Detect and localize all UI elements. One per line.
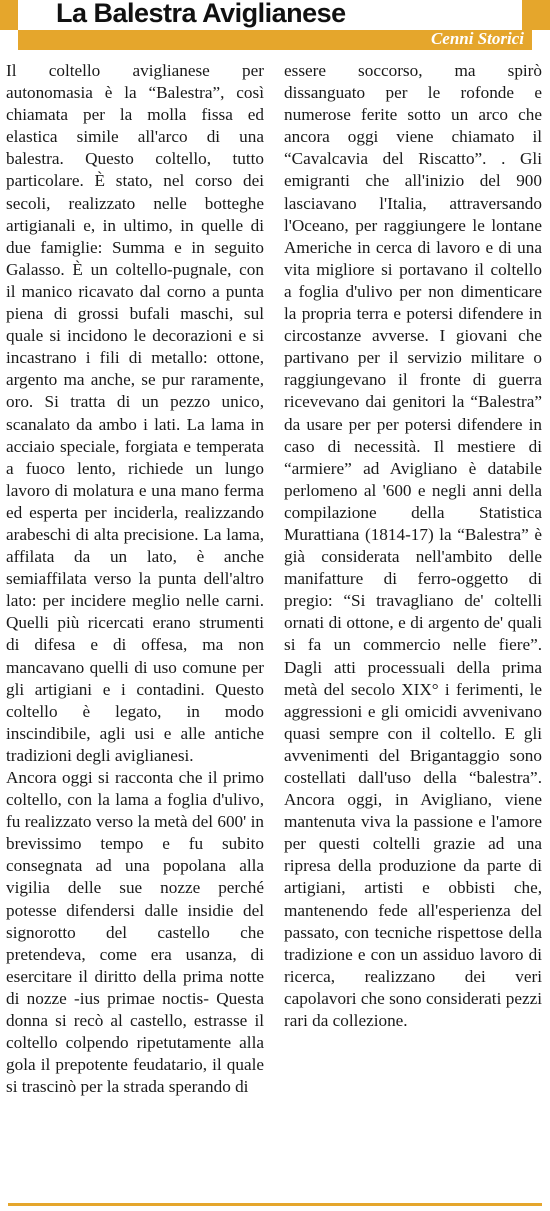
title-bar bbox=[0, 0, 550, 30]
column-left bbox=[6, 60, 264, 1098]
title-accent-right bbox=[522, 0, 550, 30]
bottom-divider bbox=[8, 1203, 542, 1206]
article-subtitle: Cenni Storici bbox=[430, 29, 524, 48]
paragraph: essere soccorso, ma spirò dissanguato per le rofonde e numerose ferite sotto un arco che ancora oggi viene chiamato il “Cavalcavia del Riscatto”. . Gli emigranti che all'inizio del 900 lasciavano l'Italia, attraversando l'Oceano, per raggiungere le lontane Americhe in cerca di lavoro e di una vita migliore si portavano il coltello a foglia d'ulivo per non dimenticare la propria terra e potersi difendere in circostanze avverse. I giovani che partivano per il servizio militare o raggiungevano il fronte di guerra ricevevano dai genitori la “Balestra” da usare per per potersi difendere in caso di necessità. Il mestiere di “armiere” ad Avigliano è databile perlomeno al '600 e negli anni della compilazione della Statistica Murattiana (1814-17) la “Balestra” è già considerata nell'ambito delle manifatture di ferro-oggetto di pregio: “Si travagliano de' coltelli ornati di ottone, e di argento de' quali si fa un commercio nelle fiere”. Dagli atti processuali della prima metà del secolo XIX° i ferimenti, le aggressioni e gli omicidi avvenivano quasi sempre con il coltello. E gli avvenimenti del Brigantaggio sono costellati dall'uso della “balestra”. Ancora oggi, in Avigliano, viene mantenuta viva la passione e l'amore per questi coltelli grazie ad una ripresa della produzione da parte di artigiani, artisti e obbisti che, mantenendo fede all'esperienza del passato, con tecniche rispettose della tradizione e con un assiduo lavoro di ricerca, realizzano dei veri capolavori che sono considerati pezzi rari da collezione. bbox=[284, 61, 542, 1031]
article-header bbox=[0, 0, 550, 48]
article-title: La Balestra Aviglianese bbox=[56, 0, 346, 28]
title-accent-left bbox=[0, 0, 18, 30]
column-right bbox=[284, 60, 542, 1032]
paragraph: Il coltello aviglianese per autonomasia è la “Balestra”, così chiamata per la molla fissa ed elastica simile all'arco di una balestra. Questo coltello, tutto particolare. È stato, nel corso dei secoli, realizzato nelle botteghe artigianali e, in ultimo, in quelle di due famiglie: Summa e in seguito Galasso. È un coltello-pugnale, con il manico ricavato dal corno a punta piena di grossi bufali maschi, sul quale si incidono le decorazioni e si incastrano i fili di metallo: ottone, argento ma anche, se pur raramente, oro. Si tratta di un pezzo unico, scanalato da ambo i lati. La lama in acciaio speciale, forgiata e temperata a fuoco lento, richiede un lungo lavoro di molatura e una mano ferma ed esperta per inciderla, realizzando arabeschi di alta precisione. La lama, affilata da un lato, è anche semiaffilata verso la punta dell'altro lato: per incidere meglio nelle carni. Quelli più ricercati erano strumenti di difesa e di offesa, ma non mancavano quelli di uso comune per gli artigiani e i contadini. Questo coltello è legato, in modo inscindibile, agli usi e alle antiche tradizioni degli aviglianesi. bbox=[6, 61, 264, 765]
article-body bbox=[6, 60, 544, 1195]
paragraph: Ancora oggi si racconta che il primo coltello, con la lama a foglia d'ulivo, fu realizzato verso la metà del 600' in brevissimo tempo e fu subito consegnata ad una popolana alla vigilia delle sue nozze perché potesse difendersi dalle insidie del signorotto del castello che pretendeva, come era usanza, di esercitare il diritto della prima notte di nozze -ius primae noctis- Questa donna si recò al castello, estrasse il coltello colpendo ripetutamente alla gola il prepotente feudatario, il quale si trascinò per la strada sperando di bbox=[6, 768, 264, 1097]
